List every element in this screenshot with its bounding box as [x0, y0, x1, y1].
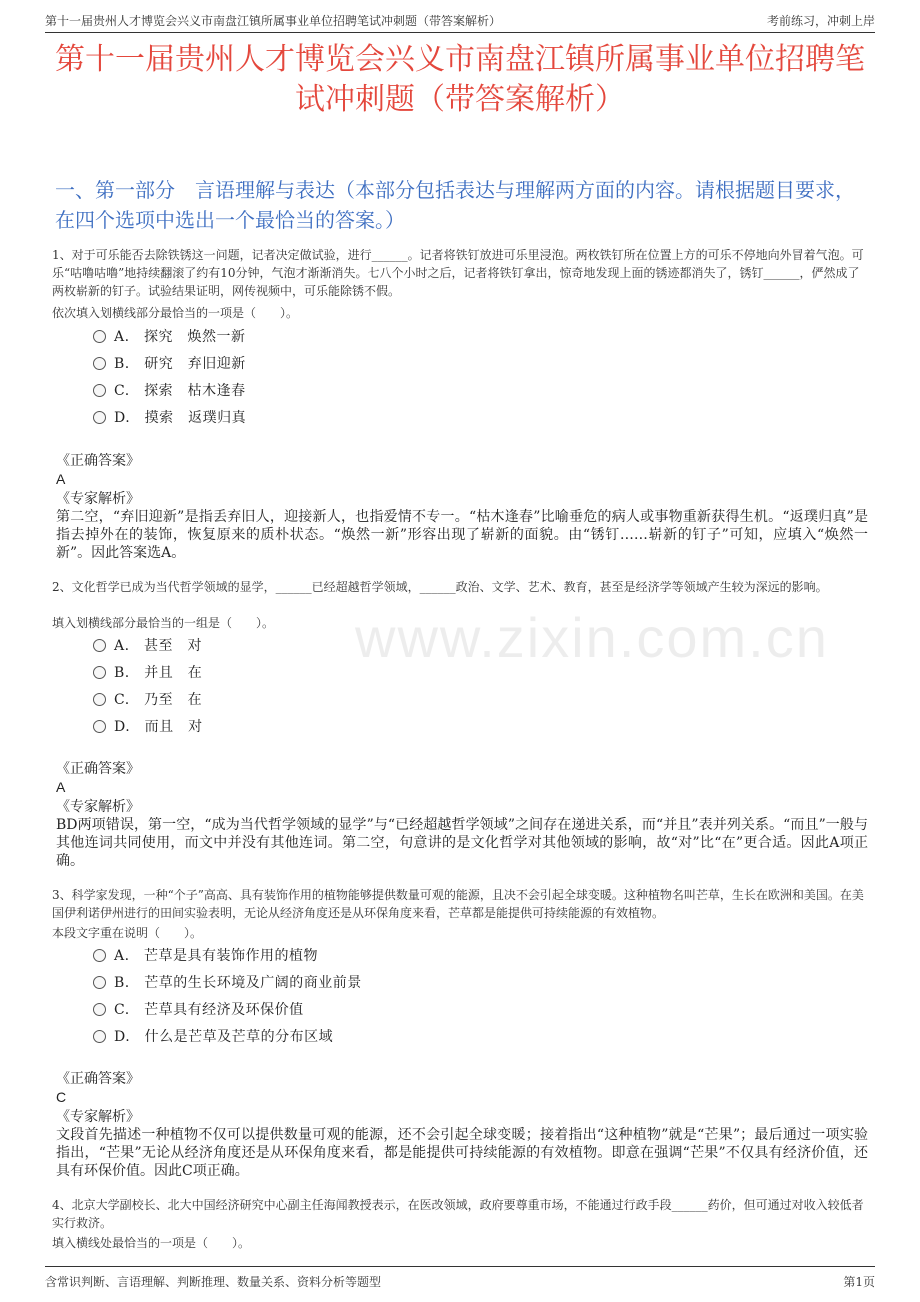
question-3-option-c[interactable]: C. 芒草具有经济及环保价值: [93, 1000, 304, 1020]
question-1-option-b[interactable]: B. 研究 弃旧迎新: [93, 354, 246, 374]
radio-icon[interactable]: [93, 384, 106, 397]
radio-icon[interactable]: [93, 639, 106, 652]
question-3-answer-label: 《正确答案》: [56, 1071, 140, 1087]
watermark: www.zixin.com.cn: [355, 606, 829, 669]
question-1-analysis-label: 《专家解析》: [56, 491, 140, 507]
question-2-option-b[interactable]: B. 并且 在: [93, 663, 202, 683]
question-3-prompt: 本段文字重在说明（ ）。: [52, 926, 203, 940]
question-1-option-a[interactable]: A. 探究 焕然一新: [93, 327, 246, 347]
question-3-answer: C: [56, 1089, 67, 1105]
question-1-analysis: 第二空，“弃旧迎新”是指丢弃旧人，迎接新人，也指爱情不专一。“枯木逢春”比喻垂危的病人或事物重新获得生机。“返璞归真”是指去掉外在的装饰，恢复原来的质朴状态。“焕然一新”形容出现了崭新的面貌。由“锈钉……崭新的钉子”可知，应填入“焕然一新”。因此答案选A。: [56, 509, 868, 561]
radio-icon[interactable]: [93, 949, 106, 962]
page-footer: [45, 1266, 875, 1293]
question-1-option-d[interactable]: D. 摸索 返璞归真: [93, 408, 246, 428]
question-3-analysis: 文段首先描述一种植物不仅可以提供数量可观的能源，还不会引起全球变暖；接着指出“这种植物”就是“芒果”；最后通过一项实验指出，“芒果”无论从经济角度还是从环保角度来看，都是能提供可持续能源的有效植物。即意在强调“芒果”不仅具有经济价值，还具有环保价值。因此C项正确。: [56, 1127, 868, 1179]
question-2-option-d[interactable]: D. 而且 对: [93, 717, 203, 737]
question-4-stem: 4、北京大学副校长、北大中国经济研究中心副主任海闻教授表示，在医改领域，政府要尊重市场，不能通过行政手段______药价，但可通过对收入较低者实行救济。: [52, 1198, 864, 1230]
question-2-stem: 2、文化哲学已成为当代哲学领域的显学，______已经超越哲学领域，______政治、文学、艺术、教育，甚至是经济学等领域产生较为深远的影响。: [52, 580, 828, 594]
question-4-prompt: 填入横线处最恰当的一项是（ ）。: [52, 1236, 251, 1250]
section-heading: 一、第一部分 言语理解与表达（本部分包括表达与理解两方面的内容。请根据题目要求，在四个选项中选出一个最恰当的答案。）: [55, 178, 855, 232]
question-1-option-c[interactable]: C. 探索 枯木逢春: [93, 381, 246, 401]
question-2-answer-label: 《正确答案》: [56, 761, 140, 777]
header-title: 第十一届贵州人才博览会兴义市南盘江镇所属事业单位招聘笔试冲刺题（带答案解析）: [45, 14, 502, 28]
radio-icon[interactable]: [93, 666, 106, 679]
header-slogan: 考前练习，冲刺上岸: [766, 14, 875, 28]
question-2-option-a[interactable]: A. 甚至 对: [93, 636, 202, 656]
question-2-analysis: BD两项错误，第一空，“成为当代哲学领域的显学”与“已经超越哲学领域”之间存在递进关系，而“并且”表并列关系。“而且”一般与其他连词共同使用，而文中并没有其他连词。第二空，句意讲的是文化哲学对其他领域的影响，故“对”比“在”更合适。因此A项正确。: [56, 817, 868, 869]
question-3-option-a[interactable]: A. 芒草是具有装饰作用的植物: [93, 946, 318, 966]
question-2-answer: A: [56, 779, 66, 795]
footer-description: 含常识判断、言语理解、判断推理、数量关系、资料分析等题型: [45, 1275, 382, 1289]
question-3-analysis-label: 《专家解析》: [56, 1109, 140, 1125]
document-title: 第十一届贵州人才博览会兴义市南盘江镇所属事业单位招聘笔试冲刺题（带答案解析）: [55, 42, 865, 117]
radio-icon[interactable]: [93, 693, 106, 706]
question-2-prompt: 填入划横线部分最恰当的一组是（ ）。: [52, 616, 275, 630]
radio-icon[interactable]: [93, 976, 106, 989]
question-3-option-b[interactable]: B. 芒草的生长环境及广阔的商业前景: [93, 973, 362, 993]
question-1-stem: 1、对于可乐能否去除铁锈这一问题，记者决定做试验，进行______。记者将铁钉放进可乐里浸泡。两枚铁钉所在位置上方的可乐不停地向外冒着气泡。可乐“咕噜咕噜”地持续翻滚了约有10分钟，气泡才渐渐消失。七八个小时之后，记者将铁钉拿出，惊奇地发现上面的锈迹都消失了，锈钉______，俨然成了两枚崭新的钉子。试验结果证明，网传视频中，可乐能除锈不假。: [52, 248, 864, 298]
radio-icon[interactable]: [93, 330, 106, 343]
question-2-analysis-label: 《专家解析》: [56, 799, 140, 815]
question-1-answer: A: [56, 471, 66, 487]
radio-icon[interactable]: [93, 1030, 106, 1043]
radio-icon[interactable]: [93, 357, 106, 370]
question-3-option-d[interactable]: D. 什么是芒草及芒草的分布区域: [93, 1027, 333, 1047]
radio-icon[interactable]: [93, 720, 106, 733]
radio-icon[interactable]: [93, 411, 106, 424]
page-header: [45, 10, 875, 33]
question-3-stem: 3、科学家发现，一种“个子”高高、具有装饰作用的植物能够提供数量可观的能源，且决不会引起全球变暖。这种植物名叫芒草，生长在欧洲和美国。在美国伊利诺伊州进行的田间实验表明，无论从经济角度还是从环保角度来看，芒草都是能提供可持续能源的有效植物。: [52, 888, 864, 920]
page-number: 第1页: [843, 1275, 875, 1289]
question-2-option-c[interactable]: C. 乃至 在: [93, 690, 202, 710]
question-1-prompt: 依次填入划横线部分最恰当的一项是（ ）。: [52, 306, 299, 320]
radio-icon[interactable]: [93, 1003, 106, 1016]
question-1-answer-label: 《正确答案》: [56, 453, 140, 469]
